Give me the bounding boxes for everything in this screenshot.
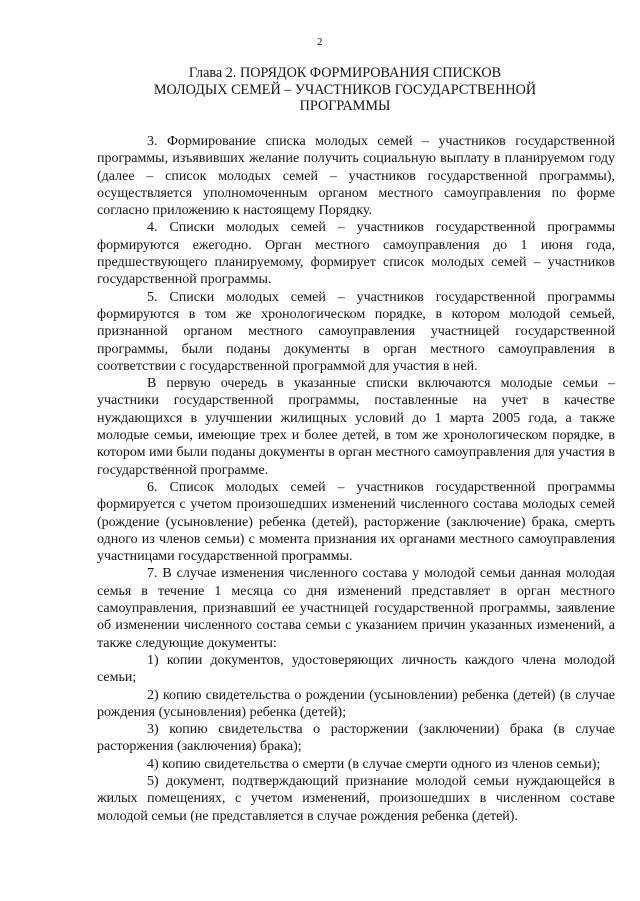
paragraph-item-5: 5. Списки молодых семей – участников государственной программы формируются в том же хронологическом порядке, в котором молодой семьей, признанной органом местного самоуправления участницей государственной программы, были поданы документы в орган местного самоуправления в соответствии с государственной программой для участия в ней.: [97, 289, 615, 374]
chapter-title-line-3: ПРОГРАММЫ: [299, 98, 391, 114]
paragraph-item-7: 7. В случае изменения численного состава у молодой семьи данная молодая семья в течение 1 месяца со дня изменений представляет в орган местного самоуправления, признавший ее участницей государственной программы, заявление об изменении численного состава семьи с указанием причин указанных изменений, а также следующие документы:: [97, 566, 615, 651]
paragraph-priority: В первую очередь в указанные списки включаются молодые семьи – участники государственной программы, поставленные на учет в качестве нуждающихся в улучшении жилищных условий до 1 марта 2005 года, а также молодые семьи, имеющие трех и более детей, в том же хронологическом порядке, в котором ими были поданы документы в орган местного самоуправления для участия в государственной программе.: [97, 376, 615, 478]
list-item-3: 3) копию свидетельства о расторжении (заключении) брака (в случае расторжения (заключения) брака);: [97, 722, 615, 755]
list-item-1: 1) копии документов, удостоверяющих личность каждого члена молодой семьи;: [97, 652, 615, 686]
list-item-2: 2) копию свидетельства о рождении (усыновлении) ребенка (детей) (в случае рождения (усыновления) ребенка (детей);: [97, 687, 615, 720]
chapter-title-line-2: МОЛОДЫХ СЕМЕЙ – УЧАСТНИКОВ ГОСУДАРСТВЕННОЙ: [153, 81, 537, 98]
paragraph-item-3: 3. Формирование списка молодых семей – участников государственной программы, изъявивших желание получить социальную выплату в планируемом году (далее – список молодых семей – участников государственной программы), осуществляется уполномоченным органом местного самоуправления по форме согласно приложению к настоящему Порядку.: [97, 134, 615, 219]
chapter-title-line-1: Глава 2. ПОРЯДОК ФОРМИРОВАНИЯ СПИСКОВ: [188, 65, 502, 81]
chapter-title: [90, 65, 600, 115]
document-body: [97, 133, 615, 825]
paragraph-item-4: 4. Списки молодых семей – участников государственной программы формируются ежегодно. Орган местного самоуправления до 1 июня года, предшествующего планируемому, формирует список молодых семей – участников государственной программы.: [97, 220, 615, 288]
list-item-4: 4) копию свидетельства о смерти (в случае смерти одного из членов семьи);: [147, 756, 601, 772]
list-item-5: 5) документ, подтверждающий признание молодой семьи нуждающейся в жилых помещениях, с учетом изменений, произошедших в численном составе молодой семьи (не представляется в случае рождения ребенка (детей).: [97, 773, 615, 824]
paragraph-item-6: 6. Список молодых семей – участников государственной программы формируется с учетом произошедших изменений численного состава молодых семей (рождение (усыновление) ребенка (детей), расторжение (заключение) брака, смерть одного из членов семьи) с момента признания их органами местного самоуправления участницами государственной программы.: [97, 479, 615, 565]
page-number: 2: [317, 36, 323, 48]
